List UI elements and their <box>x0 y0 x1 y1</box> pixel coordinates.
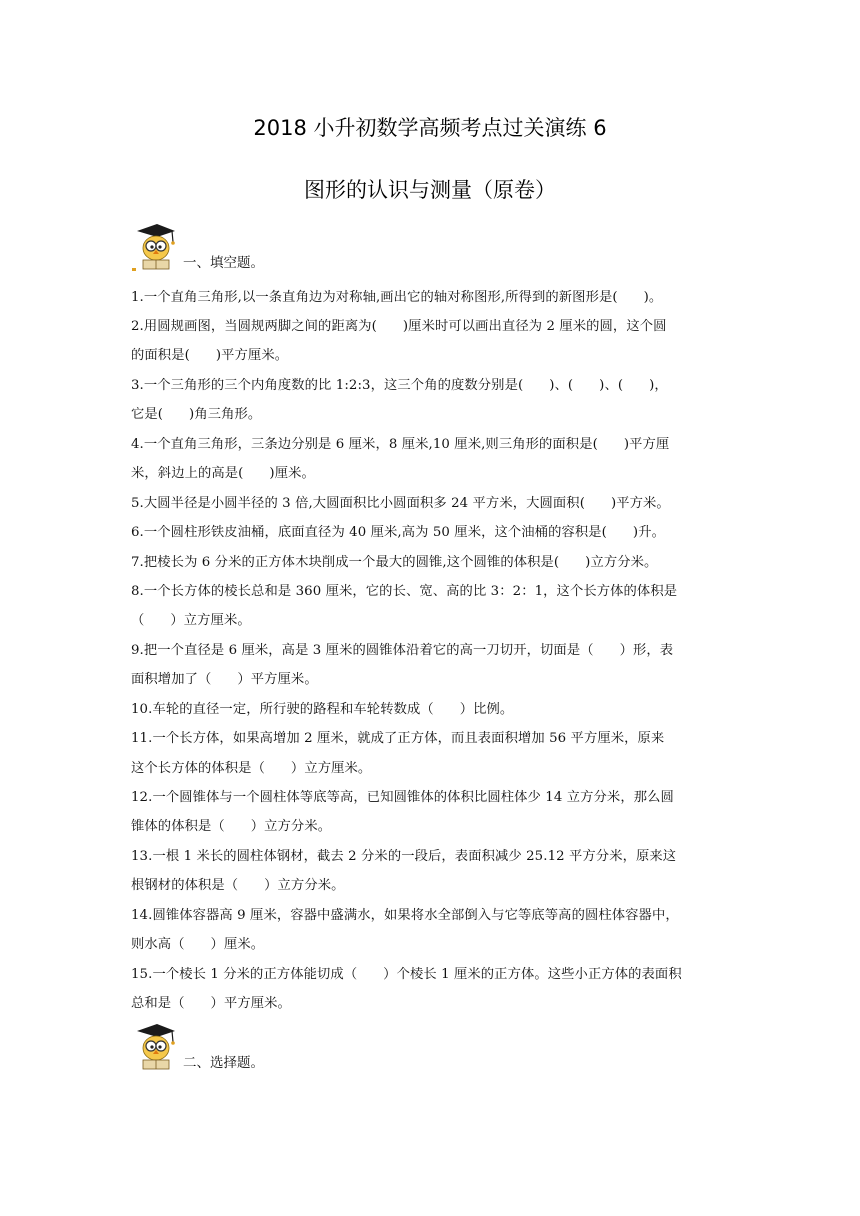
question-line: 14.圆锥体容器高 9 厘米，容器中盛满水，如果将水全部倒入与它等底等高的圆柱体容器中， <box>131 908 679 923</box>
question-line: 总和是（ ）平方厘米。 <box>131 996 291 1011</box>
question-line: 12.一个圆锥体与一个圆柱体等底等高，已知圆锥体的体积比圆柱体少 14 立方分米，那么圆 <box>131 790 674 805</box>
question-line: 10.车轮的直径一定，所行驶的路程和车轮转数成（ ）比例。 <box>131 702 514 717</box>
question-line: 9.把一个直径是 6 厘米，高是 3 厘米的圆锥体沿着它的高一刀切开，切面是（ ）形，表 <box>131 643 674 658</box>
scholar-bird-icon <box>131 222 179 272</box>
question-line: 的面积是( )平方厘米。 <box>131 348 289 363</box>
question-line: 8.一个长方体的棱长总和是 360 厘米，它的长、宽、高的比 3：2：1，这个长方体的体积是 <box>131 584 678 599</box>
question-line: 米，斜边上的高是( )厘米。 <box>131 466 315 481</box>
document-subtitle: 图形的认识与测量（原卷） <box>304 178 556 202</box>
question-line: 11.一个长方体，如果高增加 2 厘米，就成了正方体，而且表面积增加 56 平方厘米，原来 <box>131 731 665 746</box>
scholar-bird-icon <box>131 1022 179 1072</box>
document-title: 2018 小升初数学高频考点过关演练 6 <box>253 116 607 140</box>
question-line: 7.把棱长为 6 分米的正方体木块削成一个最大的圆锥,这个圆锥的体积是( )立方分米。 <box>131 555 658 570</box>
question-line: 15.一个棱长 1 分米的正方体能切成（ ）个棱长 1 厘米的正方体。这些小正方体的表面积 <box>131 967 682 982</box>
section-label: 一、填空题。 <box>183 255 264 271</box>
question-line: 根钢材的体积是（ ）立方分米。 <box>131 878 345 893</box>
question-line: 它是( )角三角形。 <box>131 407 262 422</box>
question-line: 则水高（ ）厘米。 <box>131 937 265 952</box>
question-line: 4.一个直角三角形，三条边分别是 6 厘米，8 厘米,10 厘米,则三角形的面积是( )平方厘 <box>131 437 670 452</box>
question-line: 6.一个圆柱形铁皮油桶，底面直径为 40 厘米,高为 50 厘米，这个油桶的容积是( )升。 <box>131 525 665 540</box>
section-multiple-choice-heading <box>131 1022 264 1072</box>
section-label: 二、选择题。 <box>183 1055 264 1071</box>
question-line: 锥体的体积是（ ）立方分米。 <box>131 819 332 834</box>
question-line: 3.一个三角形的三个内角度数的比 1:2:3，这三个角的度数分别是( )、( )、( )， <box>131 378 668 393</box>
question-line: 这个长方体的体积是（ ）立方厘米。 <box>131 761 372 776</box>
question-line: （ ）立方厘米。 <box>131 613 251 628</box>
question-line: 13.一根 1 米长的圆柱体钢材，截去 2 分米的一段后，表面积减少 25.12 平方分米，原来这 <box>131 849 677 864</box>
question-line: 2.用圆规画图，当圆规两脚之间的距离为( )厘米时可以画出直径为 2 厘米的圆，这个圆 <box>131 319 667 334</box>
section-fill-blank-heading <box>131 222 264 272</box>
question-line: 1.一个直角三角形,以一条直角边为对称轴,画出它的轴对称图形,所得到的新图形是( )。 <box>131 290 663 305</box>
question-line: 面积增加了（ ）平方厘米。 <box>131 672 318 687</box>
question-line: 5.大圆半径是小圆半径的 3 倍,大圆面积比小圆面积多 24 平方米，大圆面积( )平方米。 <box>131 496 670 511</box>
